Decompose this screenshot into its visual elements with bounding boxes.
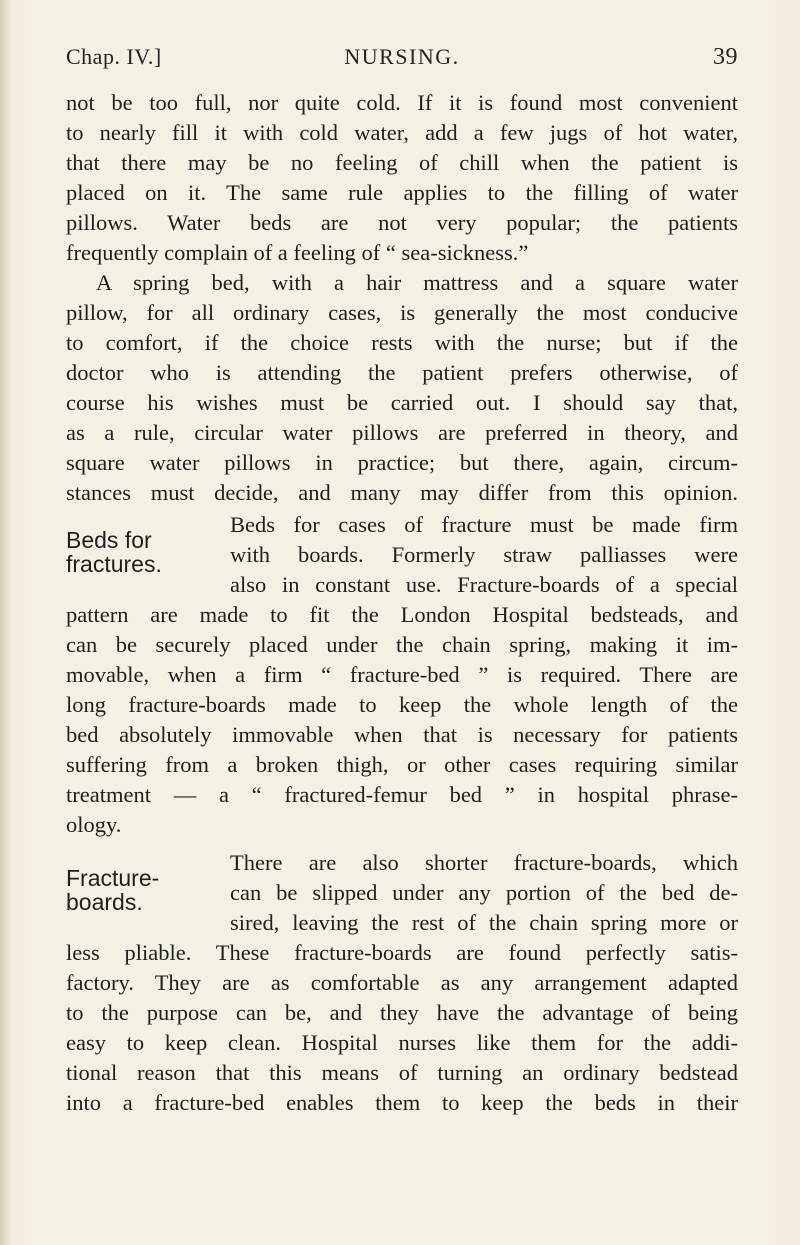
text-line: pillows. Water beds are not very popular; the patients: [66, 210, 738, 235]
text-line: placed on it. The same rule applies to the filling of water: [66, 180, 738, 205]
text-line: tional reason that this means of turning an ordinary bedstead: [66, 1060, 738, 1085]
text-line: with boards. Formerly straw palliasses were: [230, 542, 738, 567]
text-line: long fracture-boards made to keep the whole length of the: [66, 692, 738, 717]
text-line: factory. They are as comfortable as any arrangement adapted: [66, 970, 738, 995]
paragraph-start-line: A spring bed, with a hair mattress and a square water: [96, 270, 738, 295]
text-line: movable, when a firm “ fracture-bed ” is required. There are: [66, 662, 738, 687]
text-line: pillow, for all ordinary cases, is generally the most conducive: [66, 300, 738, 325]
text-line: frequently complain of a feeling of “ sea-sickness.”: [66, 240, 529, 265]
gutter-shadow: [0, 0, 10, 1245]
text-line: to nearly fill it with cold water, add a few jugs of hot water,: [66, 120, 738, 145]
text-line: can be slipped under any portion of the bed de-: [230, 880, 738, 905]
sidenote-line: Beds for: [66, 527, 152, 553]
text-line: into a fracture-bed enables them to keep the beds in their: [66, 1090, 738, 1115]
running-header: [66, 44, 738, 76]
sidenote-beds-for-fractures: [66, 528, 226, 576]
sidenote-line: fractures.: [66, 551, 162, 577]
text-line: as a rule, circular water pillows are preferred in theory, and: [66, 420, 738, 445]
text-line: stances must decide, and many may differ from this opinion.: [66, 480, 738, 505]
text-line: to the purpose can be, and they have the advantage of being: [66, 1000, 738, 1025]
text-line: suffering from a broken thigh, or other cases requiring similar: [66, 752, 738, 777]
text-line: that there may be no feeling of chill when the patient is: [66, 150, 738, 175]
sidenote-fracture-boards: [66, 866, 226, 914]
paragraph-start-line: Beds for cases of fracture must be made firm: [230, 512, 738, 537]
text-line: not be too full, nor quite cold. If it is found most convenient: [66, 90, 738, 115]
text-line: bed absolutely immovable when that is necessary for patients: [66, 722, 738, 747]
text-line: less pliable. These fracture-boards are found perfectly satis-: [66, 940, 738, 965]
text-line: square water pillows in practice; but there, again, circum-: [66, 450, 738, 475]
page-number: 39: [713, 44, 738, 70]
chapter-label: Chap. IV.]: [66, 44, 162, 69]
text-line: can be securely placed under the chain spring, making it im-: [66, 632, 738, 657]
text-line: doctor who is attending the patient prefers otherwise, of: [66, 360, 738, 385]
sidenote-line: boards.: [66, 889, 143, 915]
running-title: NURSING.: [344, 44, 460, 69]
sidenote-line: Fracture-: [66, 865, 160, 891]
text-line: treatment — a “ fractured-femur bed ” in hospital phrase-: [66, 782, 738, 807]
text-line: sired, leaving the rest of the chain spring more or: [230, 910, 738, 935]
text-line: course his wishes must be carried out. I should say that,: [66, 390, 738, 415]
text-line: pattern are made to fit the London Hospital bedsteads, and: [66, 602, 738, 627]
paragraph-start-line: There are also shorter fracture-boards, which: [230, 850, 738, 875]
text-line: ology.: [66, 812, 122, 837]
text-line: easy to keep clean. Hospital nurses like them for the addi-: [66, 1030, 738, 1055]
text-line: also in constant use. Fracture-boards of a special: [230, 572, 738, 597]
text-line: to comfort, if the choice rests with the nurse; but if the: [66, 330, 738, 355]
